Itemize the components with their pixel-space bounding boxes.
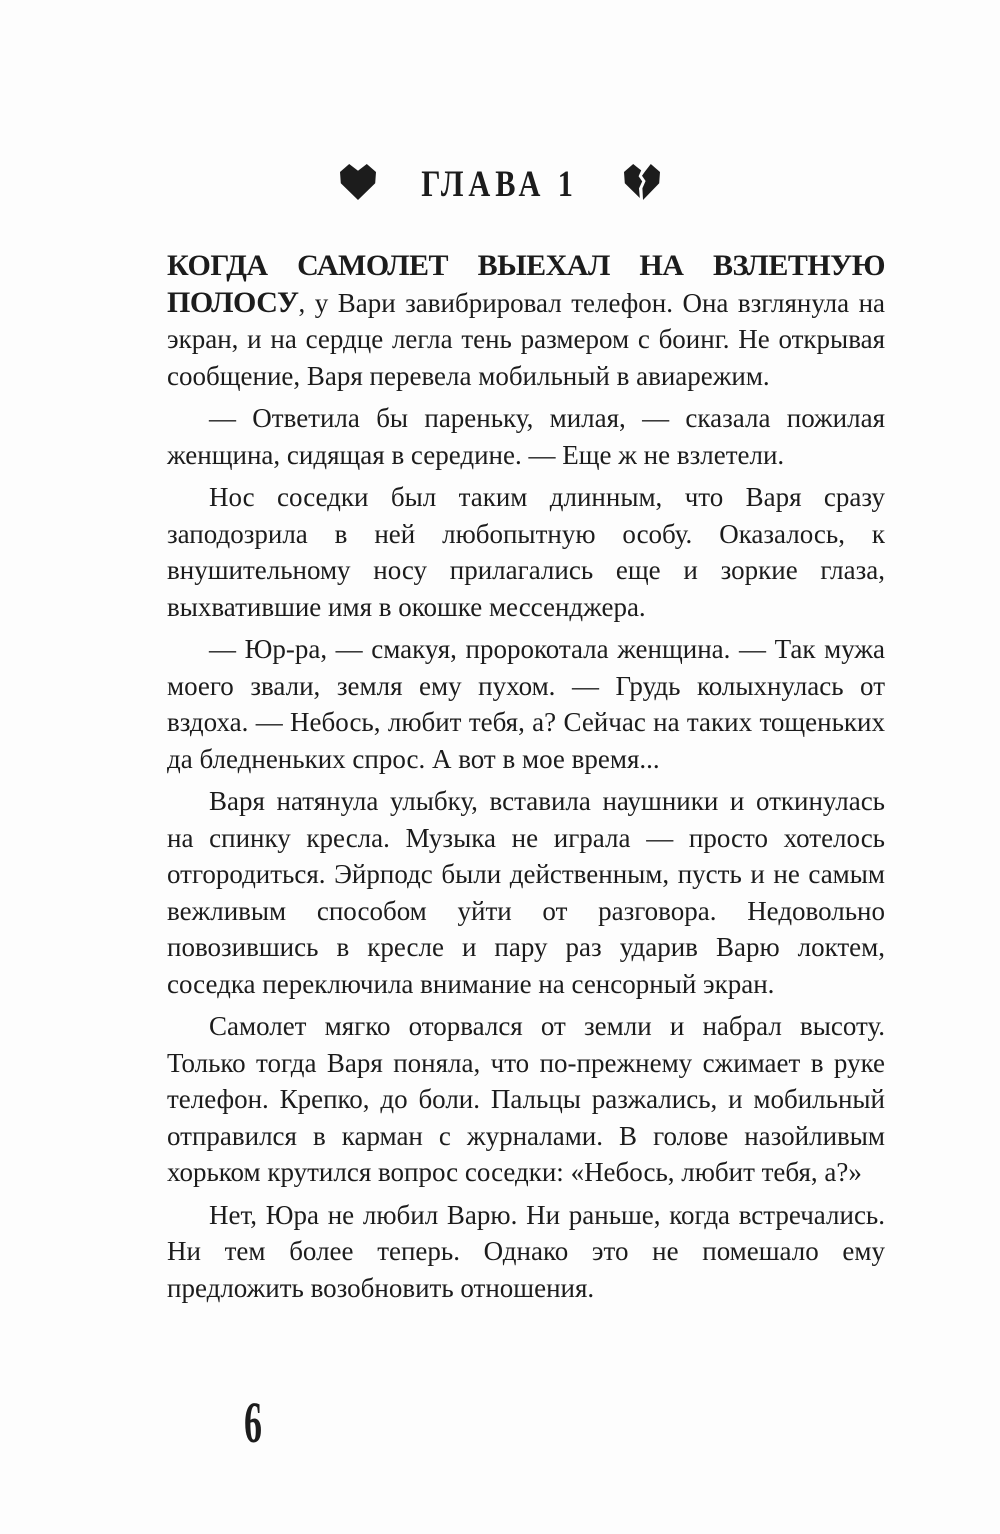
lead-in-caps: КОГДА САМОЛЕТ ВЫЕХАЛ НА ВЗЛЕТНУЮ ПОЛОСУ — [167, 249, 885, 319]
paragraph: — Юр-ра, — смакуя, пророкотала женщина. — Так мужа моего звали, земля ему пухом. — Грудь колыхнулась от вздоха. — Небось, любит тебя, а? Сейчас на таких тощеньких да бледненьких спрос. А вот в мое время... — [167, 634, 885, 774]
lead-in-rest: , у Вари завибрировал телефон. Она взглянула на экран, и на сердце легла тень размером с боинг. Не открывая сообщение, Варя перевела мобильный в авиарежим. — [167, 287, 885, 391]
paragraph: — Ответила бы пареньку, милая, — сказала пожилая женщина, сидящая в середине. — Еще ж не взлетели. — [167, 403, 885, 470]
paragraph: Самолет мягко оторвался от земли и набрал высоту. Только тогда Варя поняла, что по-прежнему сжимает в руке телефон. Крепко, до боли. Пальцы разжались, и мобильный отправился в карман с журналами. В голове назойливым хорьком крутился вопрос соседки: «Небось, любит тебя, а?» — [167, 1011, 885, 1187]
chapter-text — [167, 248, 885, 1312]
chapter-title: ГЛАВА 1 — [421, 163, 579, 205]
paragraph: Нет, Юра не любил Варю. Ни раньше, когда встречались. Ни тем более теперь. Однако это не помешало ему предложить возобновить отношения. — [167, 1199, 885, 1303]
solid-heart-icon — [332, 158, 384, 206]
chapter-header — [0, 158, 1000, 206]
broken-heart-icon — [616, 158, 668, 206]
page-number: 6 — [244, 1390, 262, 1455]
paragraph: Варя натянула улыбку, вставила наушники и откинулась на спинку кресла. Музыка не играла — просто хотелось отгородиться. Эйрподс были действенным, пусть и не самым вежливым способом уйти от разговора. Недовольно повозившись в кресле и пару раз ударив Варю локтем, соседка переключила внимание на сенсорный экран. — [167, 786, 885, 999]
paragraph: Нос соседки был таким длинным, что Варя сразу заподозрила в ней любопытную особу. Оказалось, к внушительному носу прилагались еще и зоркие глаза, выхватившие имя в окошке мессенджера. — [167, 482, 885, 622]
paragraph-first — [167, 248, 885, 394]
